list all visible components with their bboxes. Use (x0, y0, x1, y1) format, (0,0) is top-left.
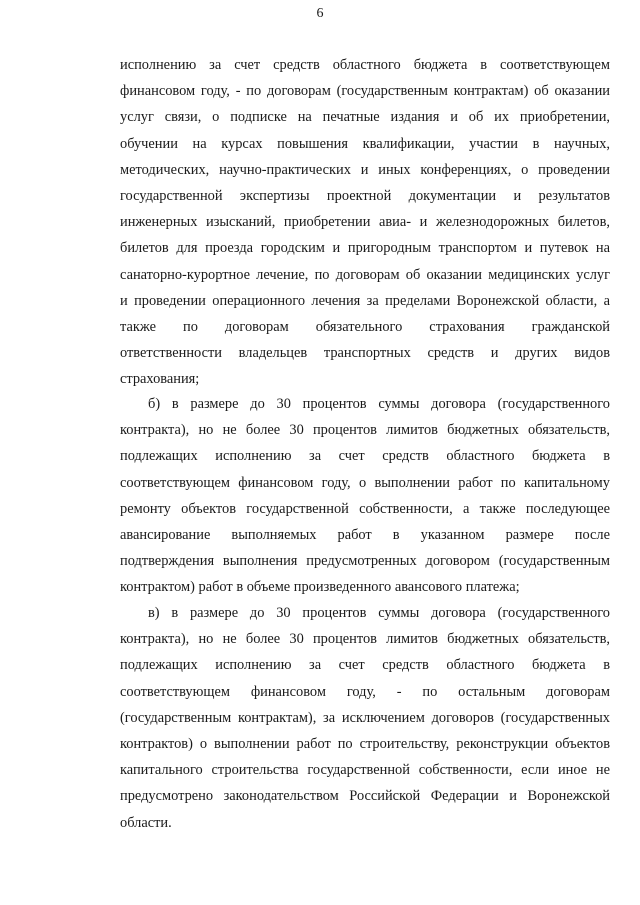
text-line: финансовом году, - по договорам (государственным контрактам) об оказании (120, 83, 610, 100)
text-line: области. (120, 814, 172, 831)
text-line: государственной экспертизы проектной документации и результатов (120, 188, 610, 204)
text-line: также по договорам обязательного страхования гражданской (120, 319, 610, 335)
page-number: 6 (316, 6, 324, 21)
text-line: контрактов) о выполнении работ по строительству, реконструкции объектов (120, 736, 610, 752)
text-line: соответствующем финансовом году, о выполнении работ по капитальному (120, 474, 610, 491)
text-line: подтверждения выполнения предусмотренных договором (государственным (120, 553, 610, 570)
text-line: исполнению за счет средств областного бюджета в соответствующем (120, 57, 610, 73)
text-line: методических, научно-практических и иных конференциях, о проведении (120, 161, 610, 178)
text-line: контракта), но не более 30 процентов лимитов бюджетных обязательств, (120, 422, 610, 439)
text-line: ремонту объектов государственной собственности, а также последующее (120, 500, 610, 517)
text-line: (государственным контрактам), за исключением договоров (государственных (120, 709, 610, 726)
text-line: обучении на курсах повышения квалификации, участии в научных, (120, 135, 610, 152)
text-line: страхования; (120, 371, 200, 388)
text-line: ответственности владельцев транспортных средств и других видов (120, 345, 610, 362)
text-line: б) в размере до 30 процентов суммы договора (государственного (148, 396, 610, 412)
text-line: авансирование выполняемых работ в указанном размере после (120, 527, 610, 543)
text-line: санаторно-курортное лечение, по договорам об оказании медицинских услуг (120, 266, 610, 283)
text-line: подлежащих исполнению за счет средств областного бюджета в (120, 657, 610, 674)
text-line: и проведении операционного лечения за пределами Воронежской области, а (120, 292, 610, 309)
text-line: контракта), но не более 30 процентов лимитов бюджетных обязательств, (120, 631, 610, 648)
text-line: услуг связи, о подписке на печатные издания и об их приобретении, (120, 109, 610, 126)
text-line: билетов для проезда городским и пригородным транспортом и путевок на (120, 240, 610, 257)
text-line: предусмотрено законодательством Российской Федерации и Воронежской (120, 788, 610, 805)
text-line: капитального строительства государственной собственности, если иное не (120, 762, 610, 779)
text-line: инженерных изысканий, приобретении авиа- и железнодорожных билетов, (120, 214, 610, 231)
text-line: соответствующем финансовом году, - по остальным договорам (120, 683, 610, 700)
text-line: в) в размере до 30 процентов суммы договора (государственного (148, 605, 610, 621)
text-line: контрактом) работ в объеме произведенного авансового платежа; (120, 579, 520, 596)
text-line: подлежащих исполнению за счет средств областного бюджета в (120, 448, 610, 465)
